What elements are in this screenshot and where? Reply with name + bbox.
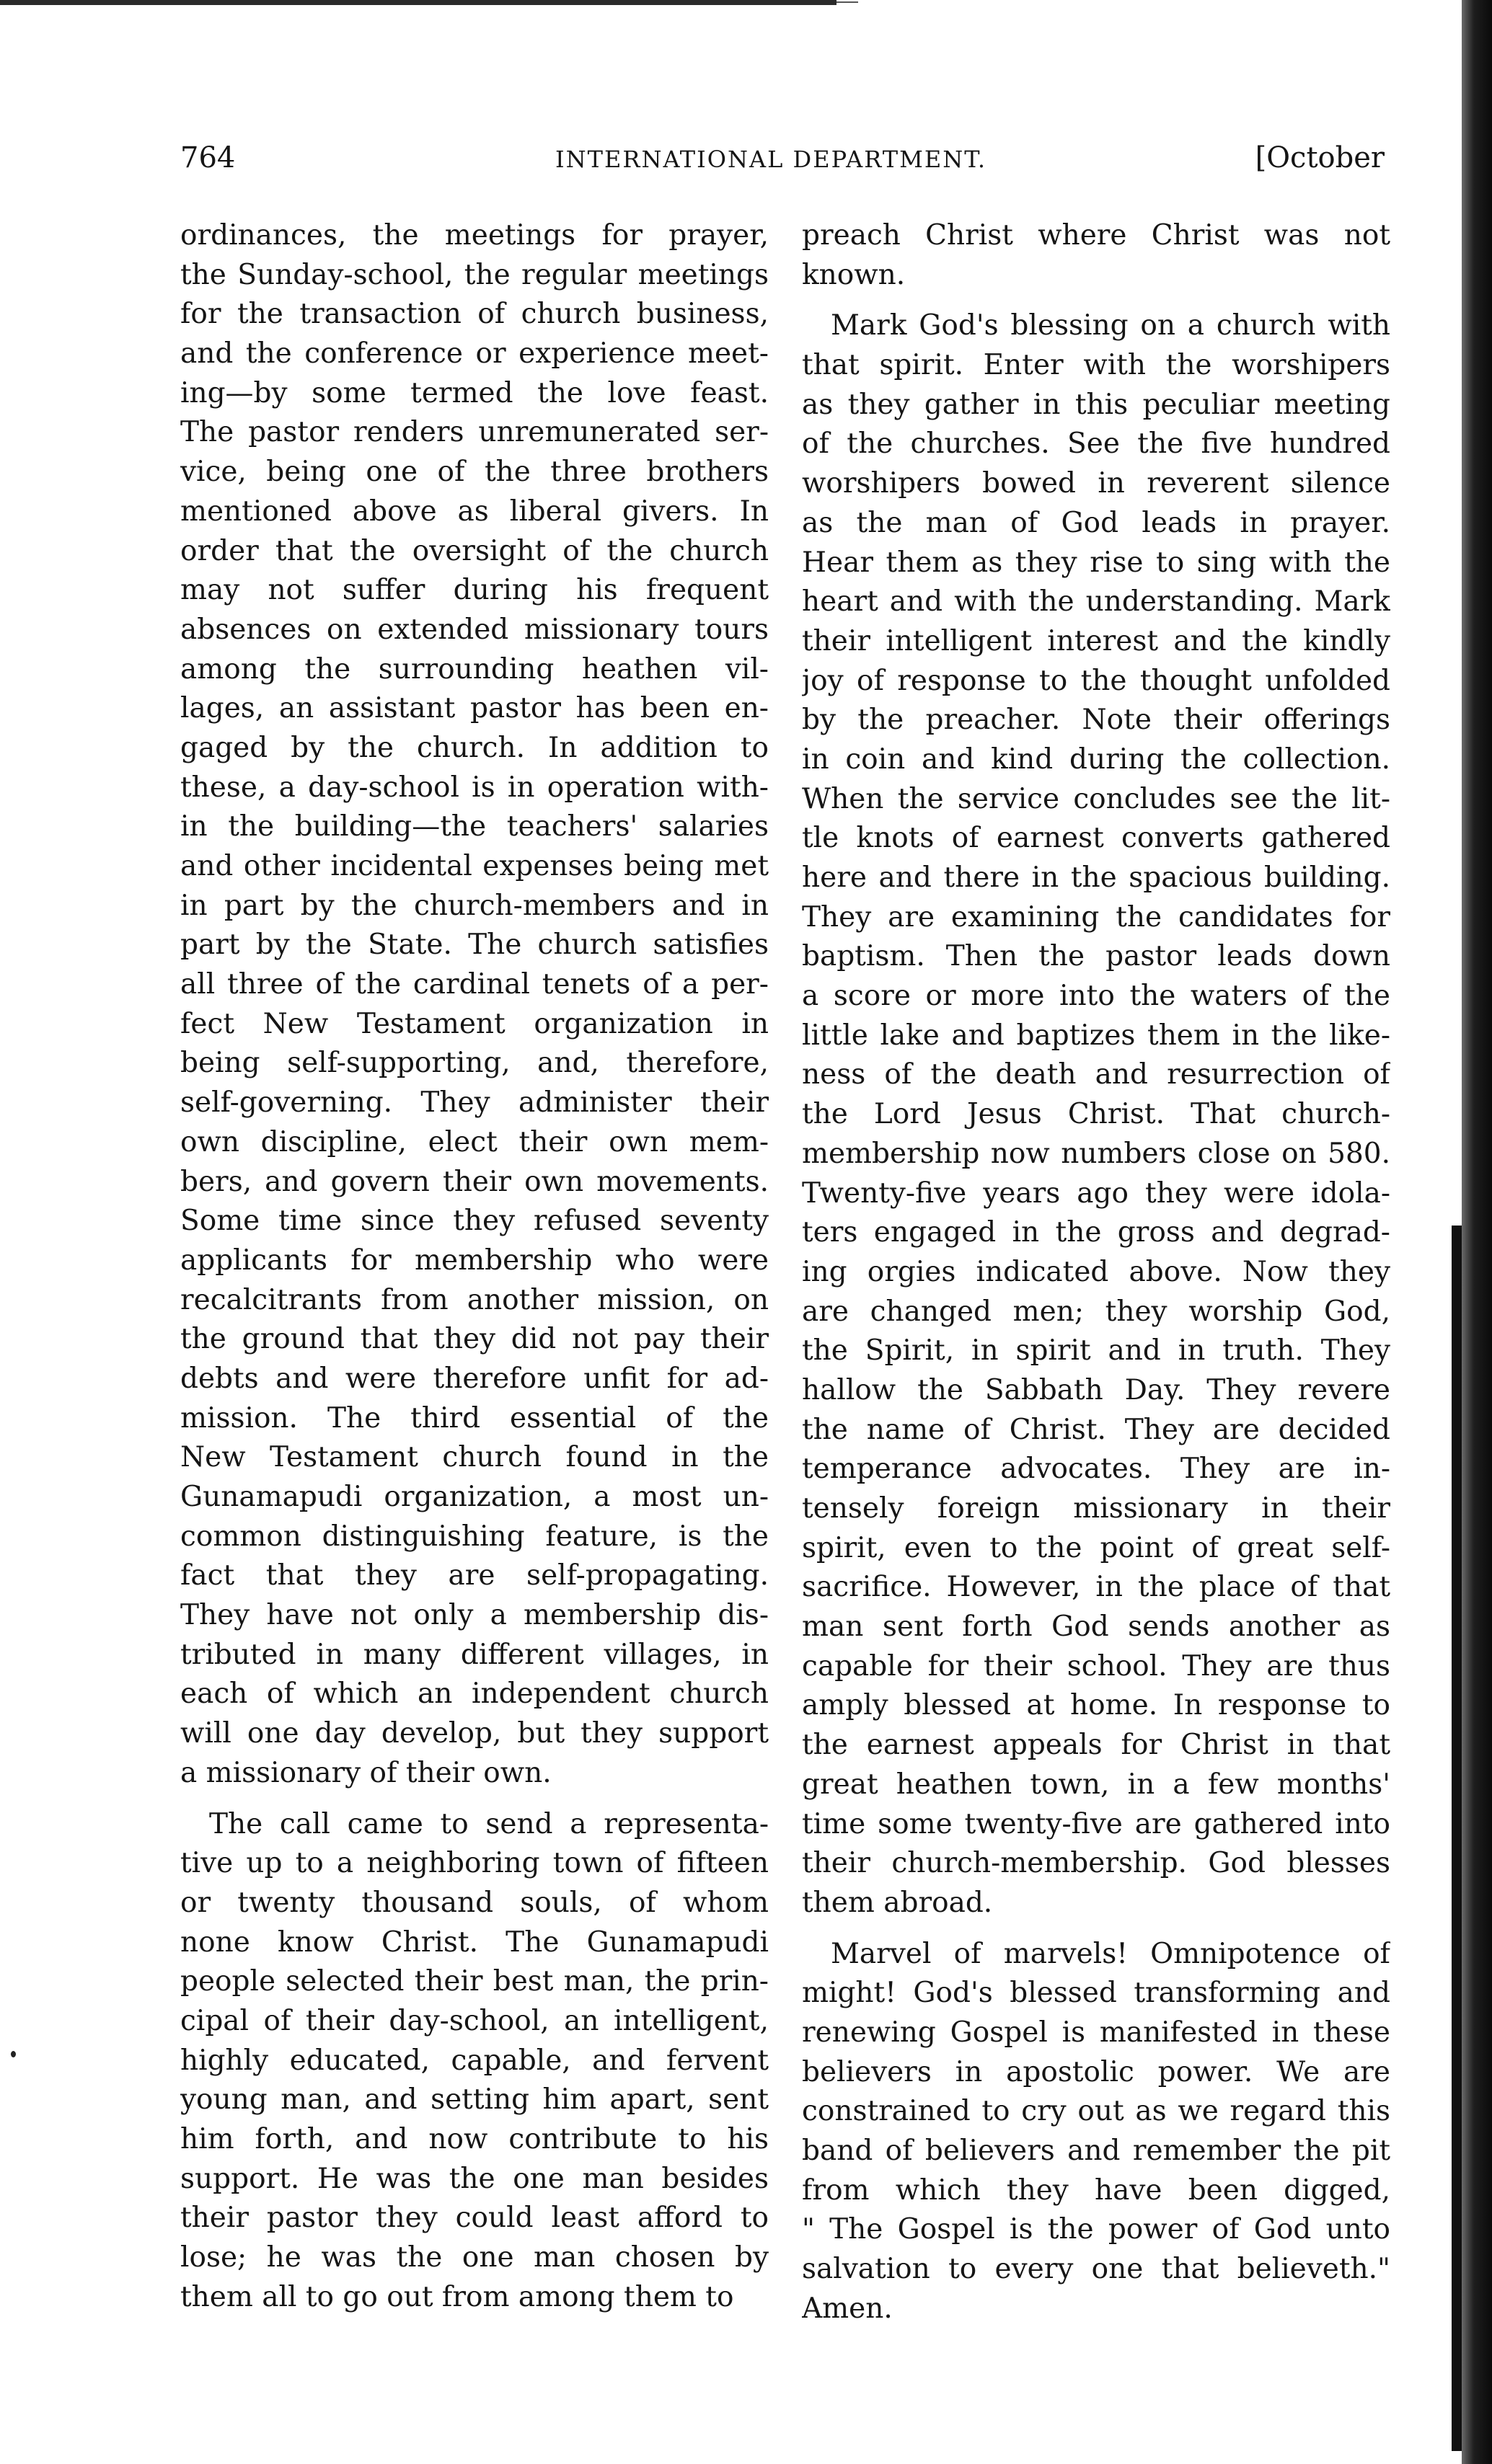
text-line: absences on extended missionary tours [180,613,769,646]
text-line: time some twenty-five are gathered into [802,1807,1390,1840]
text-line: their intelligent interest and the kindly [802,624,1390,657]
text-line: preach Christ where Christ was not [802,219,1390,252]
text-line: They are examining the candidates for [802,900,1390,934]
text-line: are changed men; they worship God, [802,1295,1390,1328]
text-line: ters engaged in the gross and degrad- [802,1216,1390,1249]
text-line: bers, and govern their own movements. [180,1165,769,1198]
text-line: heart and with the understanding. Mark [802,585,1390,619]
text-line: gaged by the church. In addition to [180,731,769,764]
text-line: The call came to send a representa- [209,1807,769,1840]
text-line: tle knots of earnest converts gathered [802,822,1390,855]
text-line: the Lord Jesus Christ. That church- [802,1098,1390,1131]
text-line: Mark God's blessing on a church with [831,309,1390,342]
paragraph [180,1805,769,2318]
text-line: from which they have been digged, [802,2173,1390,2207]
text-line: by the preacher. Note their offerings [802,704,1390,737]
text-line: New Testament church found in the [180,1441,769,1474]
text-line: mentioned above as liberal givers. In [180,495,769,528]
text-line: the earnest appeals for Christ in that [802,1729,1390,1762]
text-line: in the building—the teachers' salaries [180,810,769,843]
text-line: the ground that they did not pay their [180,1323,769,1356]
text-line: The pastor renders unremunerated ser- [180,416,769,449]
text-line: might! God's blessed transforming and [802,1977,1390,2010]
text-line: being self-supporting, and, therefore, [180,1047,769,1080]
text-line: young man, and setting him apart, sent [180,2083,769,2117]
text-line: recalcitrants from another mission, on [180,1283,769,1316]
text-line: of the churches. See the five hundred [802,427,1390,461]
text-line: great heathen town, in a few months' [802,1768,1390,1801]
scan-edge-top-tail [837,1,858,3]
text-line: tive up to a neighboring town of fifteen [180,1847,769,1880]
text-line: sacrifice. However, in the place of that [802,1571,1390,1604]
text-line: temperance advocates. They are in- [802,1453,1390,1486]
text-line: salvation to every one that believeth." [802,2253,1390,2286]
text-line: amply blessed at home. In response to [802,1689,1390,1722]
text-line: spirit, even to the point of great self- [802,1531,1390,1564]
text-line: membership now numbers close on 580. [802,1137,1390,1170]
text-line: debts and were therefore unfit for ad- [180,1362,769,1395]
text-line: cipal of their day-school, an intelligent, [180,2004,769,2037]
text-line: for the transaction of church business, [180,298,769,331]
text-line: worshipers bowed in reverent silence [802,467,1390,500]
left-column [180,216,769,2317]
text-line: and other incidental expenses being met [180,850,769,882]
text-line: fact that they are self-propagating. [180,1559,769,1592]
text-line: joy of response to the thought unfolded [802,664,1390,697]
text-line: own discipline, elect their own mem- [180,1125,769,1158]
text-line: Some time since they refused seventy [180,1205,769,1238]
text-line: fect New Testament organization in [180,1007,769,1040]
text-line: lages, an assistant pastor has been en- [180,692,769,725]
text-line: and the conference or experience meet- [180,337,769,371]
scan-edge-right [1462,0,1492,2464]
text-line: mission. The third essential of the [180,1401,769,1435]
issue-month: [October [1255,141,1385,174]
text-line: When the service concludes see the lit- [802,782,1390,815]
text-line: capable for their school. They are thus [802,1649,1390,1683]
text-line: the Sunday-school, the regular meetings [180,258,769,291]
page-number: 764 [180,141,236,174]
text-line: as the man of God leads in prayer. [802,506,1390,539]
text-line: Twenty-five years ago they were idola- [802,1176,1390,1210]
text-line: believers in apostolic power. We are [802,2055,1390,2088]
text-line: applicants for membership who were [180,1244,769,1277]
scan-speck [11,2051,16,2057]
text-line: each of which an independent church [180,1678,769,1711]
text-line: renewing Gospel is manifested in these [802,2016,1390,2049]
text-line: that spirit. Enter with the worshipers [802,349,1390,382]
text-line: Gunamapudi organization, a most un- [180,1481,769,1513]
text-line: a missionary of their own. [180,1756,552,1789]
scan-edge-right-shadow [1452,1226,1462,2451]
running-title: INTERNATIONAL DEPARTMENT. [555,146,987,173]
text-line: lose; he was the one man chosen by [180,2241,769,2274]
text-line: Hear them as they rise to sing with the [802,546,1390,579]
text-line: tensely foreign missionary in their [802,1492,1390,1525]
paragraph [802,216,1390,295]
text-line: support. He was the one man besides [180,2162,769,2195]
text-line: self-governing. They administer their [180,1086,769,1120]
text-line: vice, being one of the three brothers [180,456,769,489]
text-line: common distinguishing feature, is the [180,1520,769,1553]
text-line: their church-membership. God blesses [802,1847,1390,1880]
text-line: these, a day-school is in operation with- [180,771,769,804]
text-line: " The Gospel is the power of God unto [802,2213,1390,2246]
text-line: band of believers and remember the pit [802,2135,1390,2167]
text-line: as they gather in this peculiar meeting [802,388,1390,421]
text-line: the Spirit, in spirit and in truth. They [802,1334,1390,1368]
text-line: ing orgies indicated above. Now they [802,1255,1390,1288]
text-line: them all to go out from among them to [180,2280,734,2313]
scan-edge-top [0,0,837,5]
text-line: here and there in the spacious building. [802,861,1390,894]
text-line: ing—by some termed the love feast. [180,376,769,409]
text-line: will one day develop, but they support [180,1717,769,1750]
text-line: their pastor they could least afford to [180,2202,769,2235]
text-line: little lake and baptizes them in the like- [802,1019,1390,1052]
text-line: none know Christ. The Gunamapudi [180,1925,769,1959]
text-line: part by the State. The church satisfies [180,929,769,962]
text-line: may not suffer during his frequent [180,574,769,607]
running-header [180,141,1385,185]
text-line: They have not only a membership dis- [180,1599,769,1632]
text-line: man sent forth God sends another as [802,1610,1390,1644]
text-line: among the surrounding heathen vil- [180,652,769,686]
text-line: hallow the Sabbath Day. They revere [802,1373,1390,1406]
paragraph [802,1935,1390,2329]
text-line: the name of Christ. They are decided [802,1413,1390,1446]
text-line: all three of the cardinal tenets of a per- [180,968,769,1001]
paragraph [802,306,1390,1923]
text-line: constrained to cry out as we regard this [802,2095,1390,2128]
text-line: a score or more into the waters of the [802,980,1390,1013]
text-line: them abroad. [802,1886,993,1919]
text-line: highly educated, capable, and fervent [180,2044,769,2077]
text-line: ordinances, the meetings for prayer, [180,219,769,252]
text-line: him forth, and now contribute to his [180,2123,769,2155]
text-line: order that the oversight of the church [180,534,769,567]
text-line: people selected their best man, the prin- [180,1965,769,1998]
text-line: in part by the church-members and in [180,889,769,922]
text-line: or twenty thousand souls, of whom [180,1886,769,1919]
text-line: Amen. [802,2292,893,2325]
text-line: baptism. Then the pastor leads down [802,940,1390,973]
text-line: tributed in many different villages, in [180,1638,769,1671]
text-line: known. [802,258,906,291]
right-column [802,216,1390,2328]
paragraph [180,216,769,1794]
text-line: Marvel of marvels! Omnipotence of [831,1937,1390,1970]
text-line: ness of the death and resurrection of [802,1058,1390,1091]
text-line: in coin and kind during the collection. [802,743,1390,776]
